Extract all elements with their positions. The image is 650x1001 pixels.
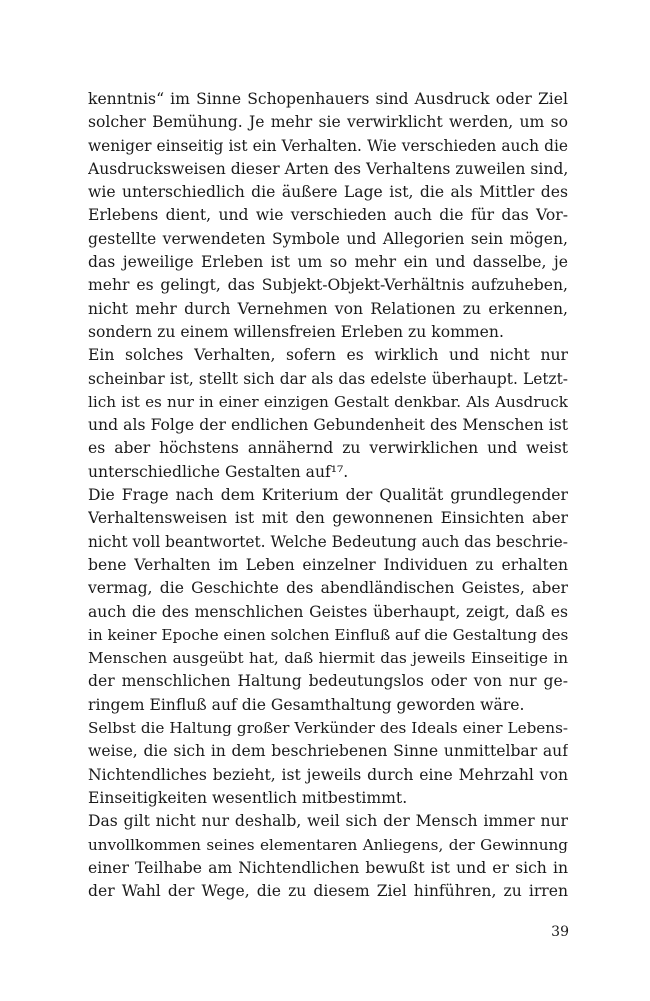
text-line-paragraph-end: unterschiedliche Gestalten auf¹⁷. [88,462,349,481]
text-line: vermag, die Geschichte des abendländischen Geistes, aber [88,579,568,598]
text-line: einer Teilhabe am Nichtendlichen bewußt ist und er sich in [88,858,568,877]
text-line: Ein solches Verhalten, sofern es wirklich und nicht nur [88,346,568,365]
text-line: solcher Bemühung. Je mehr sie verwirklicht werden, um so [88,113,568,132]
text-line: Verhaltensweisen ist mit den gewonnenen Einsichten aber [88,509,568,528]
text-line: Ausdrucksweisen dieser Arten des Verhaltens zuweilen sind, [88,159,568,178]
text-line: in keiner Epoche einen solchen Einfluß auf die Gestaltung des [88,625,568,644]
text-line: Das gilt nicht nur deshalb, weil sich der Mensch immer nur [88,812,568,831]
text-line: und als Folge der endlichen Gebundenheit des Menschen ist [88,416,568,435]
text-line: weise, die sich in dem beschriebenen Sinne unmittelbar auf [88,742,568,761]
text-line: bene Verhalten im Leben einzelner Individuen zu erhalten [88,555,568,574]
text-line: Menschen ausgeübt hat, daß hiermit das jeweils Einseitige in [88,649,568,668]
text-line: unvollkommen seines elementaren Anliegens, der Gewinnung [88,835,568,854]
text-line: kenntnis“ im Sinne Schopenhauers sind Ausdruck oder Ziel [88,90,568,108]
page-number: 39 [551,924,569,940]
text-line-paragraph-end: Einseitigkeiten wesentlich mitbestimmt. [88,788,408,807]
text-line: Die Frage nach dem Kriterium der Qualität grundlegender [88,486,568,505]
text-line: nicht voll beantwortet. Welche Bedeutung auch das beschrie- [88,532,568,551]
text-line: es aber höchstens annähernd zu verwirklichen und weist [88,439,568,458]
text-line: weniger einseitig ist ein Verhalten. Wie verschieden auch die [88,136,568,155]
text-line: der Wahl der Wege, die zu diesem Ziel hinführen, zu irren [88,882,568,901]
text-line: scheinbar ist, stellt sich dar als das edelste überhaupt. Letzt- [88,369,568,388]
text-line: das jeweilige Erleben ist um so mehr ein und dasselbe, je [88,253,568,272]
text-line: Nichtendliches bezieht, ist jeweils durch eine Mehrzahl von [88,765,568,784]
text-line: gestellte verwendeten Symbole und Allegorien sein mögen, [88,229,568,248]
text-line: mehr es gelingt, das Subjekt-Objekt-Verhältnis aufzuheben, [88,276,568,295]
text-line: Selbst die Haltung großer Verkünder des Ideals einer Lebens- [88,719,568,738]
page-body [88,88,568,903]
text-line: lich ist es nur in einer einzigen Gestalt denkbar. Als Ausdruck [88,392,568,411]
text-line: wie unterschiedlich die äußere Lage ist, die als Mittler des [88,183,568,202]
text-line: auch die des menschlichen Geistes überhaupt, zeigt, daß es [88,602,568,621]
text-line-paragraph-end: ringem Einfluß auf die Gesamthaltung geworden wäre. [88,695,525,714]
text-line-paragraph-end: sondern zu einem willensfreien Erleben zu kommen. [88,322,504,341]
text-line: nicht mehr durch Vernehmen von Relationen zu erkennen, [88,299,568,318]
text-line: der menschlichen Haltung bedeutungslos oder von nur ge- [88,672,568,691]
text-line: Erlebens dient, und wie verschieden auch die für das Vor- [88,206,568,225]
